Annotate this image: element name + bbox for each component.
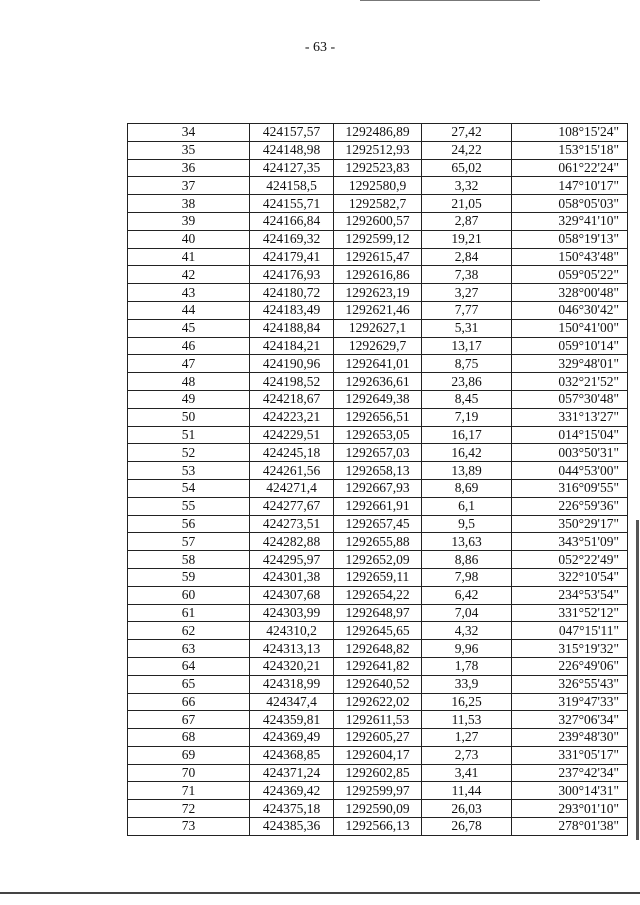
table-row (128, 800, 628, 818)
distance-cell: 13,89 (422, 462, 512, 480)
bearing-angle-cell: 044°53'00" (512, 462, 628, 480)
y-coordinate-cell: 1292622,02 (334, 693, 422, 711)
table-row (128, 248, 628, 266)
bearing-angle-cell: 226°49'06" (512, 657, 628, 675)
x-coordinate-cell: 424179,41 (250, 248, 334, 266)
y-coordinate-cell: 1292661,91 (334, 497, 422, 515)
scan-artifact-bottom (0, 892, 640, 894)
bearing-angle-cell: 058°05'03" (512, 195, 628, 213)
bearing-angle-cell: 234°53'54" (512, 586, 628, 604)
y-coordinate-cell: 1292590,09 (334, 800, 422, 818)
y-coordinate-cell: 1292523,83 (334, 159, 422, 177)
y-coordinate-cell: 1292605,27 (334, 729, 422, 747)
y-coordinate-cell: 1292657,03 (334, 444, 422, 462)
distance-cell: 3,32 (422, 177, 512, 195)
bearing-angle-cell: 052°22'49" (512, 551, 628, 569)
distance-cell: 11,53 (422, 711, 512, 729)
table-row (128, 640, 628, 658)
y-coordinate-cell: 1292582,7 (334, 195, 422, 213)
table-row (128, 301, 628, 319)
y-coordinate-cell: 1292641,01 (334, 355, 422, 373)
distance-cell: 16,17 (422, 426, 512, 444)
bearing-angle-cell: 326°55'43" (512, 675, 628, 693)
table-row (128, 711, 628, 729)
point-number-cell: 67 (128, 711, 250, 729)
x-coordinate-cell: 424157,57 (250, 124, 334, 142)
point-number-cell: 51 (128, 426, 250, 444)
point-number-cell: 42 (128, 266, 250, 284)
scan-artifact-right-edge (636, 520, 639, 840)
y-coordinate-cell: 1292512,93 (334, 141, 422, 159)
table-row (128, 604, 628, 622)
distance-cell: 7,77 (422, 301, 512, 319)
y-coordinate-cell: 1292629,7 (334, 337, 422, 355)
bearing-angle-cell: 331°52'12" (512, 604, 628, 622)
point-number-cell: 57 (128, 533, 250, 551)
x-coordinate-cell: 424371,24 (250, 764, 334, 782)
coordinates-table-body (128, 124, 628, 836)
distance-cell: 9,5 (422, 515, 512, 533)
y-coordinate-cell: 1292599,97 (334, 782, 422, 800)
distance-cell: 19,21 (422, 230, 512, 248)
point-number-cell: 53 (128, 462, 250, 480)
distance-cell: 1,27 (422, 729, 512, 747)
distance-cell: 3,27 (422, 284, 512, 302)
y-coordinate-cell: 1292656,51 (334, 408, 422, 426)
bearing-angle-cell: 331°13'27" (512, 408, 628, 426)
table-row (128, 515, 628, 533)
distance-cell: 2,73 (422, 746, 512, 764)
x-coordinate-cell: 424303,99 (250, 604, 334, 622)
x-coordinate-cell: 424369,49 (250, 729, 334, 747)
point-number-cell: 49 (128, 390, 250, 408)
bearing-angle-cell: 150°43'48" (512, 248, 628, 266)
distance-cell: 6,42 (422, 586, 512, 604)
bearing-angle-cell: 300°14'31" (512, 782, 628, 800)
x-coordinate-cell: 424169,32 (250, 230, 334, 248)
bearing-angle-cell: 237°42'34" (512, 764, 628, 782)
distance-cell: 16,25 (422, 693, 512, 711)
x-coordinate-cell: 424369,42 (250, 782, 334, 800)
x-coordinate-cell: 424320,21 (250, 657, 334, 675)
table-row (128, 462, 628, 480)
point-number-cell: 69 (128, 746, 250, 764)
bearing-angle-cell: 061°22'24" (512, 159, 628, 177)
point-number-cell: 71 (128, 782, 250, 800)
y-coordinate-cell: 1292641,82 (334, 657, 422, 675)
point-number-cell: 63 (128, 640, 250, 658)
x-coordinate-cell: 424347,4 (250, 693, 334, 711)
distance-cell: 13,63 (422, 533, 512, 551)
bearing-angle-cell: 316°09'55" (512, 479, 628, 497)
bearing-angle-cell: 047°15'11" (512, 622, 628, 640)
x-coordinate-cell: 424313,13 (250, 640, 334, 658)
y-coordinate-cell: 1292657,45 (334, 515, 422, 533)
x-coordinate-cell: 424277,67 (250, 497, 334, 515)
y-coordinate-cell: 1292645,65 (334, 622, 422, 640)
table-row (128, 551, 628, 569)
bearing-angle-cell: 331°05'17" (512, 746, 628, 764)
point-number-cell: 66 (128, 693, 250, 711)
table-row (128, 124, 628, 142)
point-number-cell: 46 (128, 337, 250, 355)
y-coordinate-cell: 1292602,85 (334, 764, 422, 782)
point-number-cell: 58 (128, 551, 250, 569)
table-row (128, 533, 628, 551)
table-row (128, 319, 628, 337)
bearing-angle-cell: 057°30'48" (512, 390, 628, 408)
bearing-angle-cell: 327°06'34" (512, 711, 628, 729)
y-coordinate-cell: 1292654,22 (334, 586, 422, 604)
y-coordinate-cell: 1292611,53 (334, 711, 422, 729)
x-coordinate-cell: 424218,67 (250, 390, 334, 408)
table-row (128, 373, 628, 391)
table-row (128, 337, 628, 355)
point-number-cell: 60 (128, 586, 250, 604)
x-coordinate-cell: 424273,51 (250, 515, 334, 533)
point-number-cell: 37 (128, 177, 250, 195)
table-row (128, 408, 628, 426)
bearing-angle-cell: 329°48'01" (512, 355, 628, 373)
distance-cell: 6,1 (422, 497, 512, 515)
table-row (128, 657, 628, 675)
table-row (128, 355, 628, 373)
bearing-angle-cell: 343°51'09" (512, 533, 628, 551)
x-coordinate-cell: 424368,85 (250, 746, 334, 764)
x-coordinate-cell: 424229,51 (250, 426, 334, 444)
y-coordinate-cell: 1292616,86 (334, 266, 422, 284)
table-row (128, 675, 628, 693)
bearing-angle-cell: 319°47'33" (512, 693, 628, 711)
x-coordinate-cell: 424307,68 (250, 586, 334, 604)
bearing-angle-cell: 322°10'54" (512, 568, 628, 586)
point-number-cell: 36 (128, 159, 250, 177)
distance-cell: 2,84 (422, 248, 512, 266)
distance-cell: 1,78 (422, 657, 512, 675)
distance-cell: 24,22 (422, 141, 512, 159)
bearing-angle-cell: 108°15'24" (512, 124, 628, 142)
point-number-cell: 44 (128, 301, 250, 319)
point-number-cell: 56 (128, 515, 250, 533)
y-coordinate-cell: 1292599,12 (334, 230, 422, 248)
y-coordinate-cell: 1292580,9 (334, 177, 422, 195)
table-row (128, 746, 628, 764)
x-coordinate-cell: 424183,49 (250, 301, 334, 319)
bearing-angle-cell: 315°19'32" (512, 640, 628, 658)
point-number-cell: 64 (128, 657, 250, 675)
x-coordinate-cell: 424190,96 (250, 355, 334, 373)
point-number-cell: 65 (128, 675, 250, 693)
point-number-cell: 62 (128, 622, 250, 640)
x-coordinate-cell: 424188,84 (250, 319, 334, 337)
distance-cell: 7,04 (422, 604, 512, 622)
x-coordinate-cell: 424271,4 (250, 479, 334, 497)
y-coordinate-cell: 1292659,11 (334, 568, 422, 586)
bearing-angle-cell: 226°59'36" (512, 497, 628, 515)
point-number-cell: 34 (128, 124, 250, 142)
distance-cell: 16,42 (422, 444, 512, 462)
bearing-angle-cell: 058°19'13" (512, 230, 628, 248)
x-coordinate-cell: 424155,71 (250, 195, 334, 213)
point-number-cell: 54 (128, 479, 250, 497)
y-coordinate-cell: 1292621,46 (334, 301, 422, 319)
point-number-cell: 50 (128, 408, 250, 426)
distance-cell: 4,32 (422, 622, 512, 640)
x-coordinate-cell: 424223,21 (250, 408, 334, 426)
x-coordinate-cell: 424245,18 (250, 444, 334, 462)
bearing-angle-cell: 329°41'10" (512, 212, 628, 230)
point-number-cell: 40 (128, 230, 250, 248)
bearing-angle-cell: 239°48'30" (512, 729, 628, 747)
distance-cell: 8,69 (422, 479, 512, 497)
point-number-cell: 41 (128, 248, 250, 266)
distance-cell: 5,31 (422, 319, 512, 337)
distance-cell: 26,03 (422, 800, 512, 818)
bearing-angle-cell: 059°10'14" (512, 337, 628, 355)
x-coordinate-cell: 424359,81 (250, 711, 334, 729)
table-row (128, 141, 628, 159)
distance-cell: 3,41 (422, 764, 512, 782)
bearing-angle-cell: 153°15'18" (512, 141, 628, 159)
point-number-cell: 59 (128, 568, 250, 586)
y-coordinate-cell: 1292653,05 (334, 426, 422, 444)
table-row (128, 284, 628, 302)
point-number-cell: 47 (128, 355, 250, 373)
y-coordinate-cell: 1292615,47 (334, 248, 422, 266)
x-coordinate-cell: 424282,88 (250, 533, 334, 551)
table-row (128, 426, 628, 444)
point-number-cell: 61 (128, 604, 250, 622)
bearing-angle-cell: 014°15'04" (512, 426, 628, 444)
table-row (128, 693, 628, 711)
y-coordinate-cell: 1292649,38 (334, 390, 422, 408)
table-row (128, 586, 628, 604)
distance-cell: 7,98 (422, 568, 512, 586)
y-coordinate-cell: 1292667,93 (334, 479, 422, 497)
point-number-cell: 70 (128, 764, 250, 782)
bearing-angle-cell: 059°05'22" (512, 266, 628, 284)
point-number-cell: 55 (128, 497, 250, 515)
table-row (128, 177, 628, 195)
x-coordinate-cell: 424198,52 (250, 373, 334, 391)
bearing-angle-cell: 147°10'17" (512, 177, 628, 195)
bearing-angle-cell: 293°01'10" (512, 800, 628, 818)
point-number-cell: 73 (128, 818, 250, 836)
distance-cell: 21,05 (422, 195, 512, 213)
y-coordinate-cell: 1292655,88 (334, 533, 422, 551)
x-coordinate-cell: 424180,72 (250, 284, 334, 302)
distance-cell: 7,19 (422, 408, 512, 426)
y-coordinate-cell: 1292658,13 (334, 462, 422, 480)
y-coordinate-cell: 1292486,89 (334, 124, 422, 142)
y-coordinate-cell: 1292652,09 (334, 551, 422, 569)
point-number-cell: 45 (128, 319, 250, 337)
x-coordinate-cell: 424158,5 (250, 177, 334, 195)
bearing-angle-cell: 328°00'48" (512, 284, 628, 302)
table-row (128, 782, 628, 800)
distance-cell: 27,42 (422, 124, 512, 142)
bearing-angle-cell: 150°41'00" (512, 319, 628, 337)
table-row (128, 390, 628, 408)
x-coordinate-cell: 424301,38 (250, 568, 334, 586)
bearing-angle-cell: 278°01'38" (512, 818, 628, 836)
table-row (128, 568, 628, 586)
distance-cell: 2,87 (422, 212, 512, 230)
table-row (128, 444, 628, 462)
x-coordinate-cell: 424261,56 (250, 462, 334, 480)
distance-cell: 8,86 (422, 551, 512, 569)
x-coordinate-cell: 424166,84 (250, 212, 334, 230)
point-number-cell: 38 (128, 195, 250, 213)
y-coordinate-cell: 1292600,57 (334, 212, 422, 230)
y-coordinate-cell: 1292604,17 (334, 746, 422, 764)
distance-cell: 65,02 (422, 159, 512, 177)
point-number-cell: 35 (128, 141, 250, 159)
distance-cell: 9,96 (422, 640, 512, 658)
table-row (128, 729, 628, 747)
distance-cell: 33,9 (422, 675, 512, 693)
table-row (128, 230, 628, 248)
table-row (128, 159, 628, 177)
y-coordinate-cell: 1292648,97 (334, 604, 422, 622)
bearing-angle-cell: 003°50'31" (512, 444, 628, 462)
page-number: - 63 - (304, 40, 336, 55)
x-coordinate-cell: 424375,18 (250, 800, 334, 818)
table-row (128, 212, 628, 230)
x-coordinate-cell: 424176,93 (250, 266, 334, 284)
distance-cell: 23,86 (422, 373, 512, 391)
x-coordinate-cell: 424385,36 (250, 818, 334, 836)
distance-cell: 13,17 (422, 337, 512, 355)
x-coordinate-cell: 424127,35 (250, 159, 334, 177)
distance-cell: 11,44 (422, 782, 512, 800)
table-row (128, 818, 628, 836)
distance-cell: 7,38 (422, 266, 512, 284)
table-row (128, 479, 628, 497)
x-coordinate-cell: 424295,97 (250, 551, 334, 569)
y-coordinate-cell: 1292636,61 (334, 373, 422, 391)
point-number-cell: 52 (128, 444, 250, 462)
x-coordinate-cell: 424318,99 (250, 675, 334, 693)
point-number-cell: 68 (128, 729, 250, 747)
table-row (128, 497, 628, 515)
point-number-cell: 39 (128, 212, 250, 230)
point-number-cell: 72 (128, 800, 250, 818)
x-coordinate-cell: 424184,21 (250, 337, 334, 355)
y-coordinate-cell: 1292566,13 (334, 818, 422, 836)
table-row (128, 764, 628, 782)
point-number-cell: 48 (128, 373, 250, 391)
bearing-angle-cell: 046°30'42" (512, 301, 628, 319)
distance-cell: 8,45 (422, 390, 512, 408)
scan-artifact-top (360, 0, 540, 1)
table-row (128, 195, 628, 213)
table-row (128, 622, 628, 640)
bearing-angle-cell: 350°29'17" (512, 515, 628, 533)
y-coordinate-cell: 1292623,19 (334, 284, 422, 302)
bearing-angle-cell: 032°21'52" (512, 373, 628, 391)
table-row (128, 266, 628, 284)
distance-cell: 26,78 (422, 818, 512, 836)
y-coordinate-cell: 1292640,52 (334, 675, 422, 693)
y-coordinate-cell: 1292627,1 (334, 319, 422, 337)
x-coordinate-cell: 424148,98 (250, 141, 334, 159)
point-number-cell: 43 (128, 284, 250, 302)
y-coordinate-cell: 1292648,82 (334, 640, 422, 658)
coordinates-table (127, 123, 628, 836)
x-coordinate-cell: 424310,2 (250, 622, 334, 640)
distance-cell: 8,75 (422, 355, 512, 373)
